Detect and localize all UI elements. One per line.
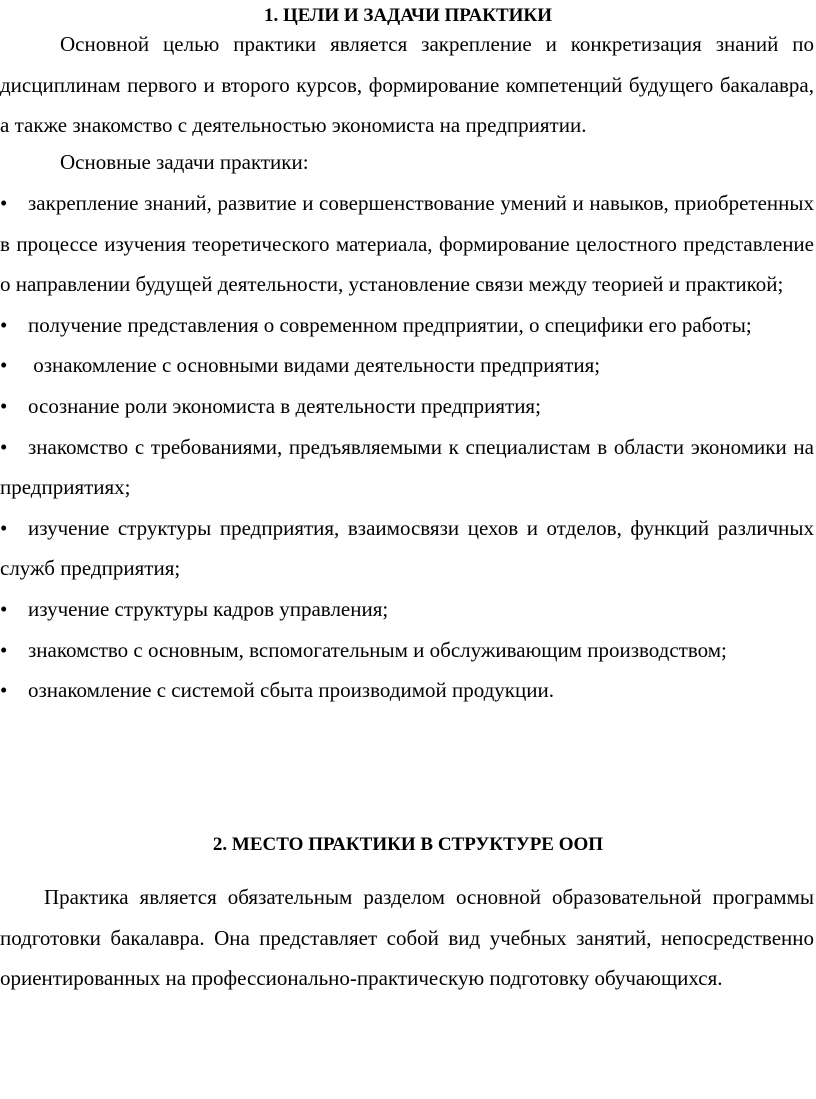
list-item-text: закрепление знаний, развитие и совершенствование умений и навыков, приобретенных в процессе изучения теоретического материала, формирование целостного представление о направлении будущей деятельности, установление связи между теорией и практикой; — [0, 191, 814, 297]
bullet-icon: • — [0, 312, 8, 337]
list-item — [0, 345, 814, 386]
list-item — [0, 183, 814, 305]
list-item — [0, 670, 814, 711]
list-item-text: получение представления о современном предприятии, о специфики его работы; — [28, 312, 752, 337]
section-2-text: Практика является обязательным разделом основной образовательной программы подготовки бакалавра. Она представляет собой вид учебных занятий, непосредственно ориентированных на профессионально-практическую подготовку обучающихся. — [0, 885, 814, 991]
list-item — [0, 630, 814, 671]
section-1-title: 1. ЦЕЛИ И ЗАДАЧИ ПРАКТИКИ — [263, 5, 552, 26]
tasks-label: Основные задачи практики: — [60, 150, 309, 174]
bullet-icon: • — [0, 191, 8, 215]
list-item-text: ознакомление с системой сбыта производимой продукции. — [28, 678, 554, 703]
list-item-text: изучение структуры предприятия, взаимосвязи цехов и отделов, функций различных служб предприятия; — [0, 515, 814, 581]
bullet-icon: • — [0, 353, 8, 378]
list-item — [0, 589, 814, 630]
list-item-text: изучение структуры кадров управления; — [28, 596, 389, 621]
list-item-text: ознакомление с основными видами деятельности предприятия; — [28, 353, 601, 378]
list-item-text: знакомство с требованиями, предъявляемыми к специалистам в области экономики на предприятиях; — [0, 434, 814, 500]
bullet-icon: • — [0, 393, 8, 418]
bullet-icon: • — [0, 678, 8, 703]
tasks-list — [0, 183, 814, 711]
bullet-icon: • — [0, 596, 8, 621]
list-item — [0, 508, 814, 589]
section-2-title: 2. МЕСТО ПРАКТИКИ В СТРУКТУРЕ ООП — [212, 834, 604, 855]
bullet-icon: • — [0, 515, 8, 540]
section-1-intro: Основной целью практики является закрепление и конкретизация знаний по дисциплинам первого и второго курсов, формирование компетенций будущего бакалавра, а также знакомство с деятельностью экономиста на предприятии. — [0, 32, 814, 138]
list-item — [0, 427, 814, 508]
bullet-icon: • — [0, 434, 8, 459]
list-item — [0, 305, 814, 346]
list-item — [0, 386, 814, 427]
list-item-text: знакомство с основным, вспомогательным и обслуживающим производством; — [28, 637, 727, 662]
list-item-text: осознание роли экономиста в деятельности предприятия; — [28, 393, 541, 418]
bullet-icon: • — [0, 637, 8, 662]
